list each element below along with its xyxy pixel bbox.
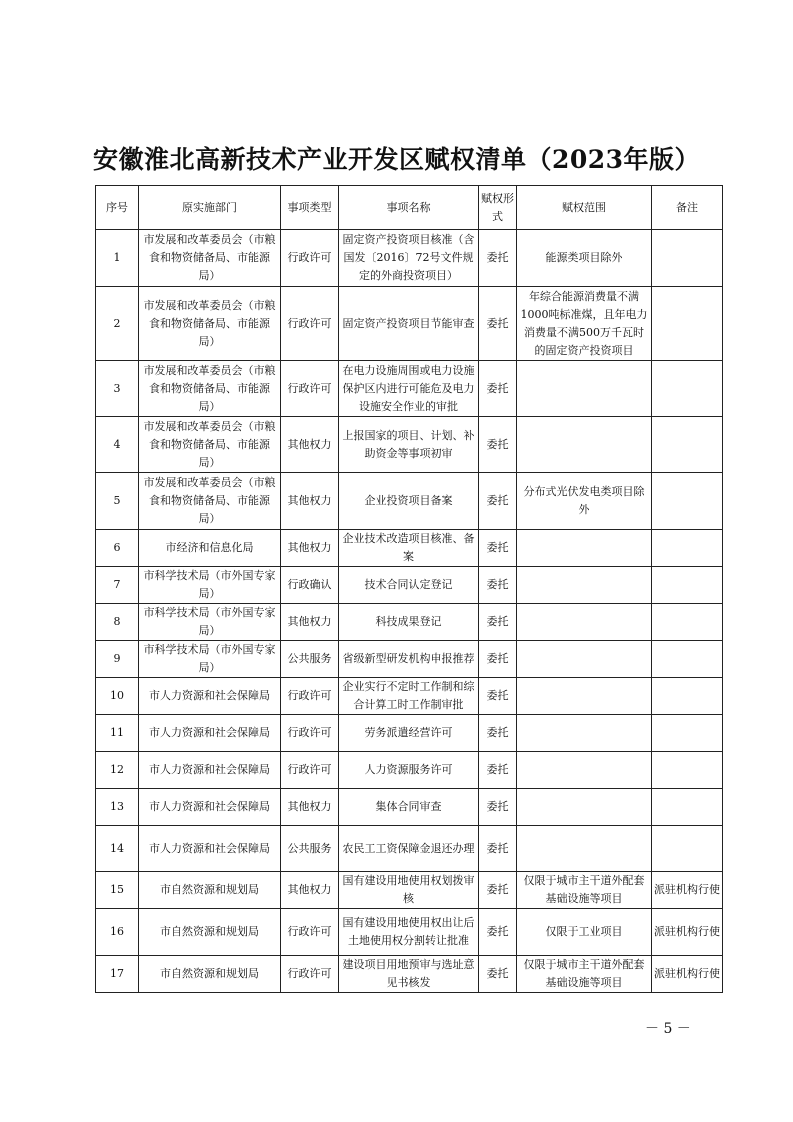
table-row [96,417,723,473]
header-remarks: 备注 [652,186,723,230]
table-row [96,641,723,678]
cell-department: 市科学技术局（市外国专家局） [139,604,281,641]
table-row [96,789,723,826]
cell-grant-scope [517,678,652,715]
cell-item-type: 其他权力 [281,604,339,641]
cell-remarks [652,715,723,752]
cell-item-name: 劳务派遣经营许可 [339,715,479,752]
cell-department: 市科学技术局（市外国专家局） [139,567,281,604]
cell-grant-scope [517,752,652,789]
table-row [96,752,723,789]
table-row [96,826,723,872]
cell-grant-scope [517,417,652,473]
cell-remarks [652,567,723,604]
authorization-table [95,185,723,993]
cell-item-name: 企业技术改造项目核准、备案 [339,530,479,567]
cell-department: 市人力资源和社会保障局 [139,678,281,715]
cell-grant-scope: 仅限于城市主干道外配套基础设施等项目 [517,872,652,909]
header-serial: 序号 [96,186,139,230]
header-item-type: 事项类型 [281,186,339,230]
cell-remarks: 派驻机构行使 [652,872,723,909]
cell-department: 市科学技术局（市外国专家局） [139,641,281,678]
cell-remarks: 派驻机构行使 [652,956,723,993]
header-grant-form: 赋权形式 [479,186,517,230]
table-row [96,361,723,417]
table-row [96,678,723,715]
cell-serial: 5 [96,473,139,530]
cell-grant-scope: 仅限于城市主干道外配套基础设施等项目 [517,956,652,993]
cell-serial: 4 [96,417,139,473]
cell-item-type: 行政许可 [281,752,339,789]
cell-serial: 3 [96,361,139,417]
cell-item-type: 其他权力 [281,530,339,567]
table-row [96,604,723,641]
table-row [96,909,723,956]
cell-item-name: 农民工工资保障金退还办理 [339,826,479,872]
cell-remarks [652,473,723,530]
cell-grant-form: 委托 [479,230,517,287]
cell-item-type: 公共服务 [281,826,339,872]
cell-serial: 9 [96,641,139,678]
cell-remarks [652,287,723,361]
table-row [96,956,723,993]
cell-department: 市自然资源和规划局 [139,872,281,909]
cell-grant-scope [517,641,652,678]
cell-serial: 6 [96,530,139,567]
cell-grant-scope [517,567,652,604]
cell-department: 市经济和信息化局 [139,530,281,567]
table-row [96,872,723,909]
cell-serial: 14 [96,826,139,872]
cell-grant-form: 委托 [479,752,517,789]
cell-grant-form: 委托 [479,872,517,909]
cell-item-name: 省级新型研发机构申报推荐 [339,641,479,678]
cell-grant-form: 委托 [479,361,517,417]
cell-item-name: 固定资产投资项目核准（含国发〔2016〕72号文件规定的外商投资项目） [339,230,479,287]
table-row [96,567,723,604]
cell-serial: 11 [96,715,139,752]
cell-department: 市人力资源和社会保障局 [139,826,281,872]
cell-grant-scope [517,530,652,567]
cell-item-type: 其他权力 [281,789,339,826]
cell-grant-form: 委托 [479,956,517,993]
cell-remarks [652,678,723,715]
cell-item-name: 技术合同认定登记 [339,567,479,604]
cell-item-type: 其他权力 [281,473,339,530]
cell-remarks [652,826,723,872]
cell-grant-form: 委托 [479,417,517,473]
cell-grant-scope [517,715,652,752]
header-grant-scope: 赋权范围 [517,186,652,230]
cell-remarks: 派驻机构行使 [652,909,723,956]
cell-item-name: 科技成果登记 [339,604,479,641]
cell-remarks [652,361,723,417]
cell-remarks [652,604,723,641]
cell-grant-scope: 能源类项目除外 [517,230,652,287]
cell-remarks [652,417,723,473]
cell-remarks [652,641,723,678]
cell-item-type: 行政许可 [281,287,339,361]
cell-serial: 2 [96,287,139,361]
cell-grant-scope: 年综合能源消费量不满1000吨标准煤，且年电力消费量不满500万千瓦时的固定资产投资项目 [517,287,652,361]
cell-grant-form: 委托 [479,678,517,715]
header-item-name: 事项名称 [339,186,479,230]
cell-item-type: 行政许可 [281,678,339,715]
cell-grant-form: 委托 [479,567,517,604]
cell-grant-scope [517,361,652,417]
page-number: － 5 － [645,1021,691,1037]
table-header-row [96,186,723,230]
cell-grant-form: 委托 [479,715,517,752]
cell-grant-scope [517,826,652,872]
cell-grant-form: 委托 [479,287,517,361]
table-row [96,287,723,361]
cell-item-type: 行政许可 [281,715,339,752]
document-title: 安徽淮北高新技术产业开发区赋权清单（2023年版） [92,145,701,174]
cell-item-type: 行政许可 [281,230,339,287]
cell-grant-scope: 仅限于工业项目 [517,909,652,956]
cell-department: 市发展和改革委员会（市粮食和物资储备局、市能源局） [139,417,281,473]
cell-grant-form: 委托 [479,909,517,956]
cell-item-type: 其他权力 [281,872,339,909]
table-row [96,473,723,530]
cell-item-name: 建设项目用地预审与选址意见书核发 [339,956,479,993]
cell-department: 市发展和改革委员会（市粮食和物资储备局、市能源局） [139,473,281,530]
cell-remarks [652,230,723,287]
cell-item-name: 集体合同审查 [339,789,479,826]
cell-grant-scope: 分布式光伏发电类项目除外 [517,473,652,530]
cell-item-name: 在电力设施周围或电力设施保护区内进行可能危及电力设施安全作业的审批 [339,361,479,417]
cell-item-type: 行政许可 [281,956,339,993]
table-row [96,715,723,752]
cell-grant-scope [517,604,652,641]
cell-grant-form: 委托 [479,789,517,826]
cell-item-name: 人力资源服务许可 [339,752,479,789]
cell-department: 市发展和改革委员会（市粮食和物资储备局、市能源局） [139,361,281,417]
cell-item-type: 行政确认 [281,567,339,604]
cell-item-type: 行政许可 [281,909,339,956]
cell-item-type: 行政许可 [281,361,339,417]
cell-remarks [652,530,723,567]
cell-serial: 7 [96,567,139,604]
cell-department: 市发展和改革委员会（市粮食和物资储备局、市能源局） [139,287,281,361]
cell-grant-form: 委托 [479,826,517,872]
cell-remarks [652,752,723,789]
cell-item-type: 公共服务 [281,641,339,678]
cell-department: 市自然资源和规划局 [139,956,281,993]
header-department: 原实施部门 [139,186,281,230]
cell-serial: 16 [96,909,139,956]
cell-serial: 15 [96,872,139,909]
cell-department: 市人力资源和社会保障局 [139,789,281,826]
cell-grant-scope [517,789,652,826]
cell-department: 市自然资源和规划局 [139,909,281,956]
cell-serial: 1 [96,230,139,287]
cell-department: 市人力资源和社会保障局 [139,752,281,789]
cell-serial: 17 [96,956,139,993]
cell-item-type: 其他权力 [281,417,339,473]
cell-item-name: 国有建设用地使用权出让后土地使用权分割转让批准 [339,909,479,956]
cell-serial: 13 [96,789,139,826]
cell-item-name: 企业实行不定时工作制和综合计算工时工作制审批 [339,678,479,715]
cell-grant-form: 委托 [479,473,517,530]
cell-department: 市发展和改革委员会（市粮食和物资储备局、市能源局） [139,230,281,287]
cell-item-name: 上报国家的项目、计划、补助资金等事项初审 [339,417,479,473]
cell-item-name: 国有建设用地使用权划拨审核 [339,872,479,909]
table-row [96,230,723,287]
cell-serial: 10 [96,678,139,715]
cell-grant-form: 委托 [479,604,517,641]
cell-department: 市人力资源和社会保障局 [139,715,281,752]
cell-remarks [652,789,723,826]
cell-serial: 8 [96,604,139,641]
cell-item-name: 企业投资项目备案 [339,473,479,530]
cell-grant-form: 委托 [479,641,517,678]
cell-item-name: 固定资产投资项目节能审查 [339,287,479,361]
table-row [96,530,723,567]
cell-serial: 12 [96,752,139,789]
cell-grant-form: 委托 [479,530,517,567]
